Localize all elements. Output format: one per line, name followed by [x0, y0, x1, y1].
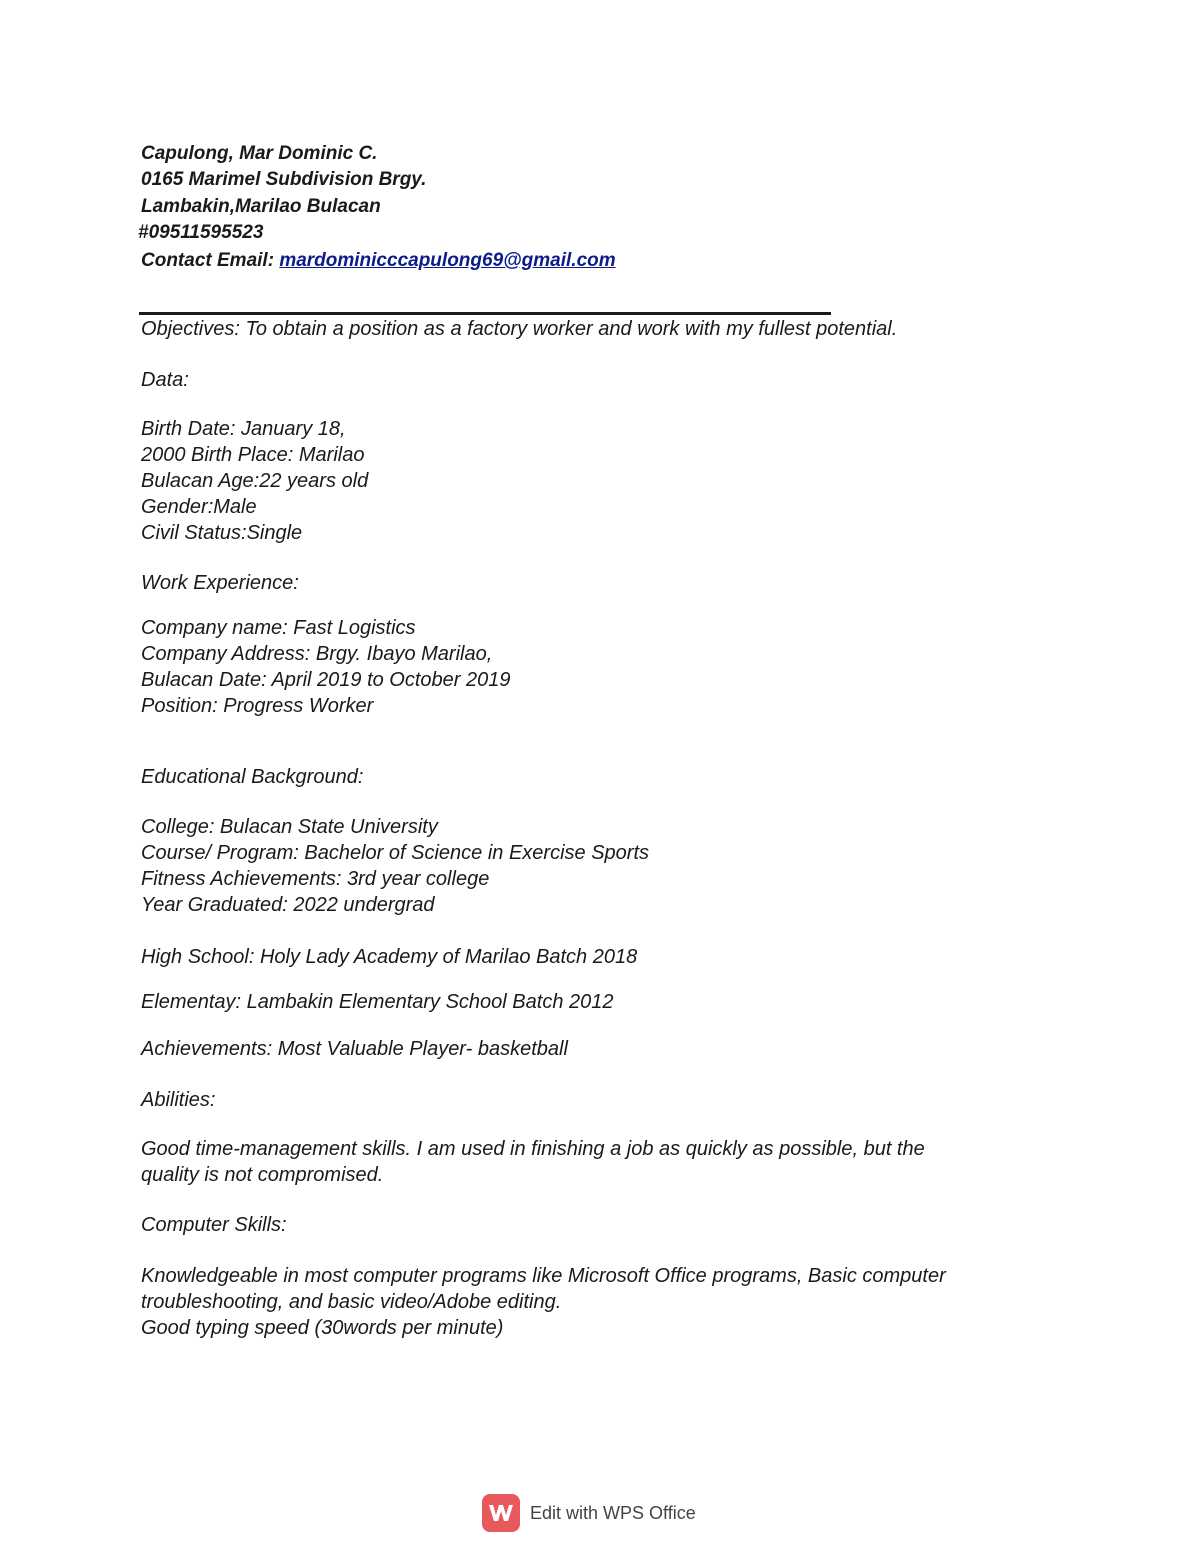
education-line: Fitness Achievements: 3rd year college	[141, 868, 490, 890]
address-line-1: 0165 Marimel Subdivision Brgy.	[141, 169, 427, 190]
data-line: Civil Status:Single	[141, 522, 303, 544]
abilities-line: quality is not compromised.	[141, 1164, 384, 1186]
abilities-line: Good time-management skills. I am used in finishing a job as quickly as possible, but the	[141, 1138, 925, 1160]
wps-label: Edit with WPS Office	[530, 1502, 696, 1523]
computer-skills-line: Knowledgeable in most computer programs like Microsoft Office programs, Basic computer	[141, 1265, 946, 1287]
data-line: Birth Date: January 18,	[141, 418, 346, 440]
computer-skills-line: troubleshooting, and basic video/Adobe editing.	[141, 1291, 562, 1313]
edit-with-wps-badge[interactable]	[482, 1494, 696, 1532]
data-line: Gender:Male	[141, 496, 257, 518]
address-line-2: Lambakin,Marilao Bulacan	[141, 196, 381, 217]
phone-number: #09511595523	[138, 222, 264, 243]
abilities-heading: Abilities:	[141, 1089, 216, 1111]
computer-skills-line: Good typing speed (30words per minute)	[141, 1317, 504, 1339]
data-line: Bulacan Age:22 years old	[141, 470, 369, 492]
header-divider	[139, 312, 831, 315]
work-line: Company name: Fast Logistics	[141, 617, 416, 639]
work-line: Bulacan Date: April 2019 to October 2019	[141, 669, 511, 691]
contact-email-row	[141, 248, 616, 274]
work-line: Company Address: Brgy. Ibayo Marilao,	[141, 643, 493, 665]
email-link[interactable]: mardominicccapulong69@gmail.com	[279, 250, 616, 271]
applicant-name: Capulong, Mar Dominic C.	[141, 143, 378, 164]
computer-skills-heading: Computer Skills:	[141, 1214, 287, 1236]
achievements-line: Achievements: Most Valuable Player- basketball	[141, 1038, 568, 1060]
email-label: Contact Email:	[141, 250, 275, 271]
objective-text: Objectives: To obtain a position as a factory worker and work with my fullest potential.	[141, 318, 898, 340]
elementary-line: Elementay: Lambakin Elementary School Batch 2012	[141, 991, 614, 1013]
work-line: Position: Progress Worker	[141, 695, 374, 717]
wps-w-icon	[482, 1494, 520, 1532]
education-line: Course/ Program: Bachelor of Science in Exercise Sports	[141, 842, 649, 864]
education-heading: Educational Background:	[141, 766, 364, 788]
education-line: College: Bulacan State University	[141, 816, 438, 838]
data-line: 2000 Birth Place: Marilao	[141, 444, 365, 466]
data-heading: Data:	[141, 369, 189, 391]
education-line: Year Graduated: 2022 undergrad	[141, 894, 435, 916]
high-school-line: High School: Holy Lady Academy of Marilao Batch 2018	[141, 946, 638, 968]
work-experience-heading: Work Experience:	[141, 572, 299, 594]
